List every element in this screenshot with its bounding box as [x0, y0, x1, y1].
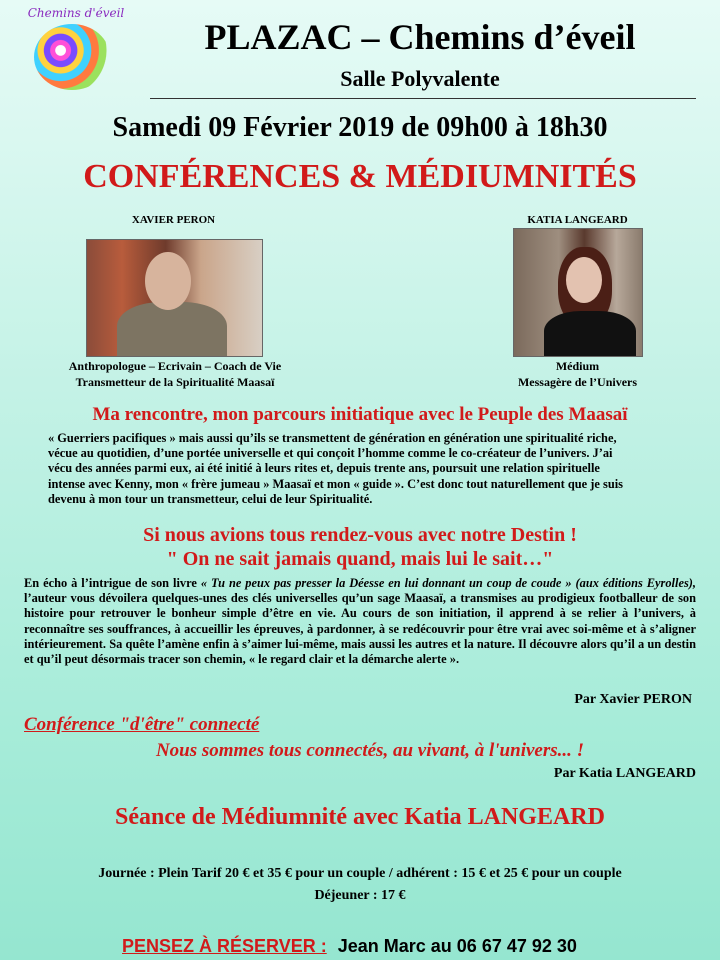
pricing-line-2: Déjeuner : 17 €	[314, 888, 406, 903]
event-date: Samedi 09 Février 2019 de 09h00 à 18h30	[112, 112, 608, 143]
logo-text: Chemins d'éveil	[27, 6, 125, 20]
section-2-body	[24, 576, 696, 667]
conference-tagline: Nous sommes tous connectés, au vivant, à l'univers... !	[155, 740, 585, 761]
event-title: CONFÉRENCES & MÉDIUMNITÉS	[83, 158, 637, 195]
section-2-heading-2: " On ne sait jamais quand, mais lui le sait…"	[166, 548, 554, 570]
speaker-2-photo	[513, 228, 643, 357]
speaker-1-name: XAVIER PERON	[131, 214, 216, 226]
speaker-2-role: Médium	[555, 359, 600, 373]
speaker-1-photo	[86, 239, 263, 357]
speaker-2-subrole: Messagère de l’Univers	[517, 375, 638, 389]
page-title: PLAZAC – Chemins d’éveil	[204, 17, 636, 57]
pricing-line-1: Journée : Plein Tarif 20 € et 35 € pour un couple / adhérent : 15 € et 25 € pour un couple	[98, 866, 622, 881]
section-1-heading: Ma rencontre, mon parcours initiatique avec le Peuple des Maasaï	[92, 404, 628, 425]
section-2-intro: En écho à l’intrigue de son livre	[24, 576, 201, 590]
section-2-signature: Par Xavier PERON	[574, 692, 692, 707]
header-divider	[150, 98, 696, 99]
section-3-signature: Par Katia LANGEARD	[553, 766, 696, 781]
section-1-line: intense avec Kenny, mon « frère jumeau » Maasaï et mon « guide ». C’est donc tout naturellement que je suis	[48, 476, 623, 491]
section-1-body	[48, 431, 718, 507]
conference-title: Conférence "d'être" connecté	[24, 714, 260, 735]
section-1-line: devenu à mon tour un transmetteur, celui de leur Spiritualité.	[48, 491, 373, 506]
venue-subtitle: Salle Polyvalente	[340, 66, 500, 91]
section-1-line: « Guerriers pacifiques » mais aussi qu’ils se transmettent de génération en génération une spiritualité riche,	[48, 431, 617, 445]
speaker-1-head-shape	[145, 252, 191, 310]
logo-mandala-icon	[34, 24, 110, 90]
section-1-line: vécu des années parmi eux, ai été initié à leurs rites et, depuis trente ans, poursuit une relation spirituelle	[48, 461, 600, 476]
chemins-deveil-logo	[22, 6, 130, 92]
speaker-1-body-shape	[117, 302, 227, 357]
section-2-heading-1: Si nous avions tous rendez-vous avec notre Destin !	[143, 524, 577, 546]
speaker-2-body-shape	[544, 311, 636, 357]
section-2-text: l’auteur vous dévoilera quelques-unes des clés universelles qu’un sage Maasaï, a transmises au prodigieux footballeur de son histoire pour retrouver le bonheur simple d’être en vie. Au cours de son initiation, il apprend à se relier à l’univers, à reconnaître ses souffrances, à accueillir les épreuves, à pardonner, à se redécouvrir pour être vrai avec soi-même et à s’aligner intérieurement. Sa quête l’amène enfin à s’aimer lui-même, mais aussi les autres et la nature. Il découvre alors qu’il a un destin et qu’il peut désormais tracer son chemin, « le regard clair et la démarche alerte ».	[24, 591, 696, 667]
reserve-contact: Jean Marc au 06 67 47 92 30	[337, 936, 577, 956]
speaker-1-subrole: Transmetteur de la Spiritualité Maasaï	[75, 375, 275, 389]
speaker-1-role: Anthropologue – Ecrivain – Coach de Vie	[68, 359, 282, 373]
reserve-label: PENSEZ À RÉSERVER :	[122, 936, 327, 956]
reservation-line	[122, 936, 702, 957]
speaker-2-name: KATIA LANGEARD	[527, 214, 628, 226]
speaker-1-caption	[20, 358, 330, 390]
speaker-2-caption	[480, 358, 675, 390]
section-1-line: vécue au quotidien, d’une portée universelle et qui conçoit l’homme comme le co-créateur de l’univers. J’ai	[48, 446, 613, 461]
seance-title: Séance de Médiumnité avec Katia LANGEARD	[115, 804, 605, 830]
section-2-book-title: « Tu ne peux pas presser la Déesse en lui donnant un coup de coude » (aux éditions Eyrolles),	[200, 576, 696, 590]
speaker-2-head-shape	[566, 257, 602, 303]
